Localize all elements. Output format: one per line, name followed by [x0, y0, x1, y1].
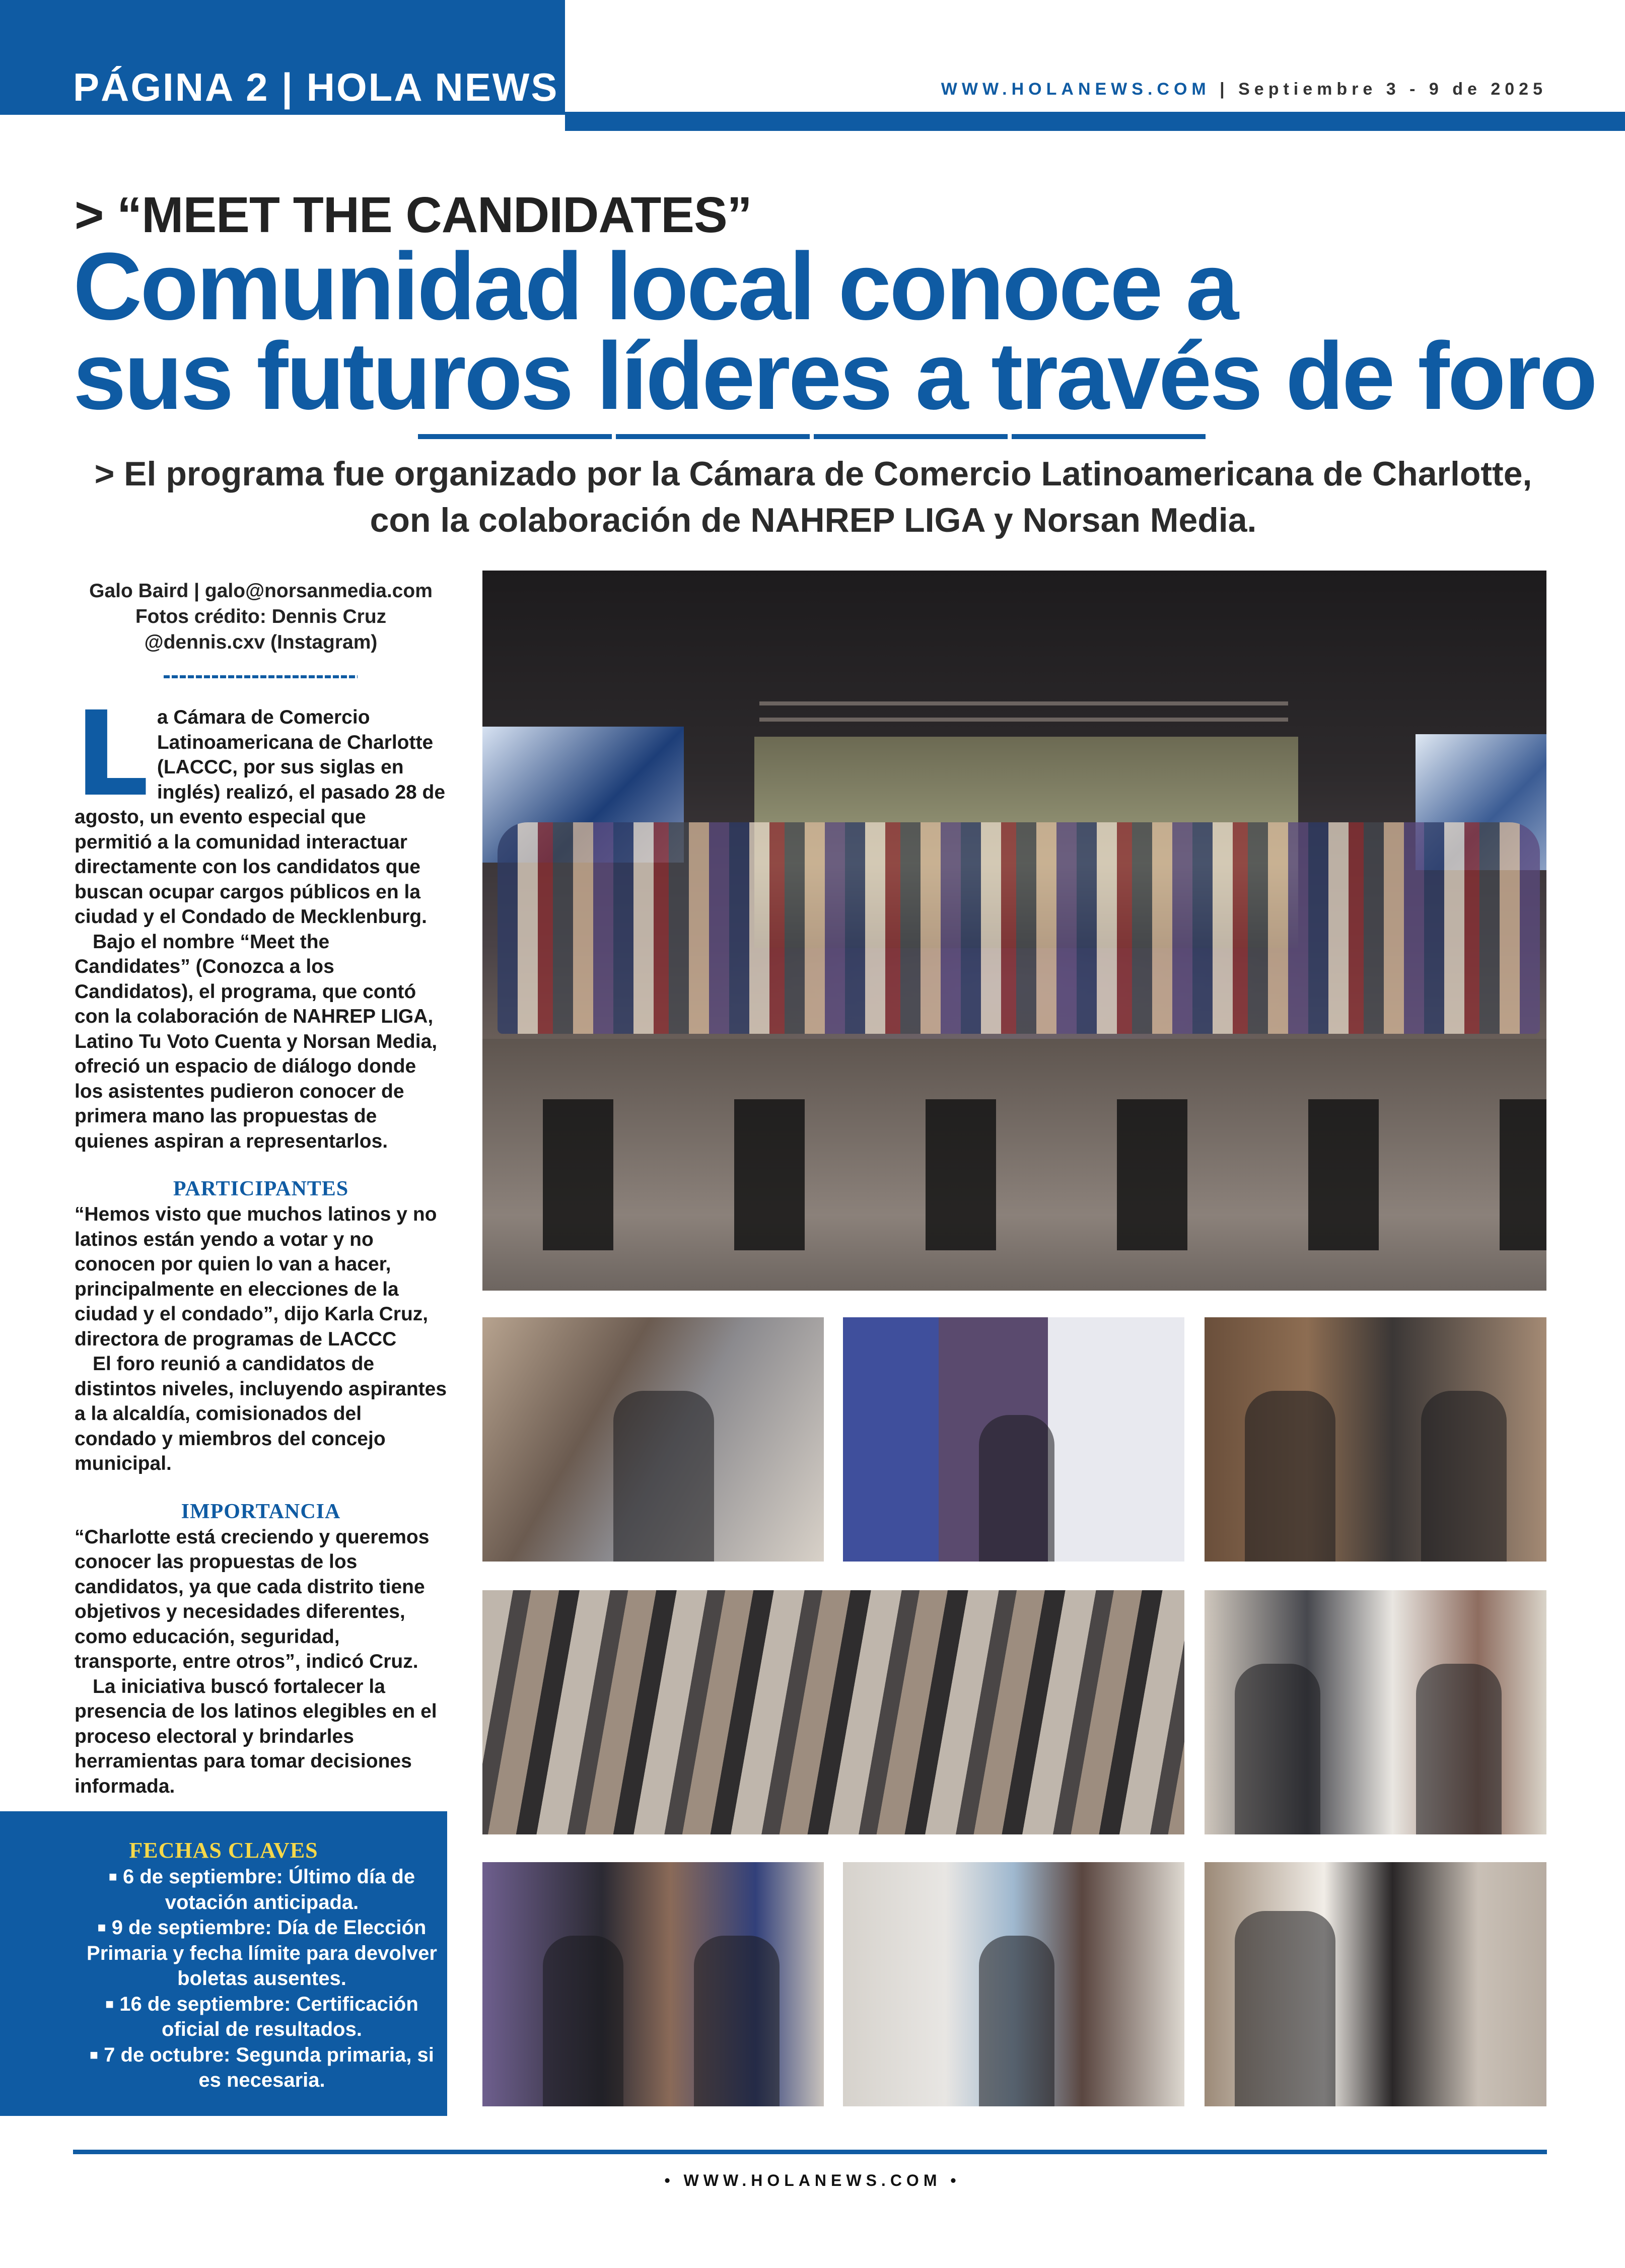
photo-man-talking-with-women [843, 1862, 1184, 2106]
square-bullet-icon: ■ [97, 1920, 106, 1935]
person-figure [1421, 1391, 1507, 1562]
subhead-line-2: con la colaboración de NAHREP LIGA y Norsan Media. [370, 501, 1257, 539]
key-date-item: ■ 7 de octubre: Segunda primaria, si es necesaria. [90, 2043, 434, 2091]
chairs-row [482, 1099, 1546, 1250]
key-dates-title: FECHAS CLAVES [129, 1838, 318, 1863]
key-dates-box [0, 1811, 447, 2116]
person-figure [1416, 1664, 1502, 1835]
page-label: PÁGINA 2 | HOLA NEWS [73, 65, 559, 109]
byline-photo-credit: Fotos crédito: Dennis Cruz [135, 606, 387, 627]
header-separator: | [1210, 80, 1239, 99]
square-bullet-icon: ■ [105, 1996, 114, 2012]
intro-text: a Cámara de Comercio Latinoamericana de Charlotte (LACCC, por sus siglas en inglés) realizó, el pasado 28 de agosto, un evento especial que permitió a la comunidad interactuar directamente con los candidatos que buscan ocupar cargos públicos en la ciudad y el Condado de Mecklenburg. [75, 706, 446, 928]
group-of-people [498, 822, 1540, 1034]
paragraph-importancia-1: “Charlotte está creciendo y queremos conocer las propuestas de los candidatos, ya que cada distrito tiene objetivos y necesidades diferentes, como educación, seguridad, transporte, entre otros”, indicó Cruz. [75, 1526, 430, 1672]
photo-candidate-with-pamphlet [482, 1317, 824, 1562]
person-figure [613, 1391, 714, 1562]
key-date-item: ■ 16 de septiembre: Certificación oficial de resultados. [105, 1993, 418, 2040]
photo-networking-group [482, 1862, 824, 2106]
key-date-item: ■ 9 de septiembre: Día de Elección Primaria y fecha límite para devolver boletas ausentes. [87, 1917, 437, 1990]
article-kicker: > “MEET THE CANDIDATES” [75, 187, 752, 243]
key-date-item: ■ 6 de septiembre: Último día de votación anticipada. [108, 1866, 415, 1913]
headline-line-1: Comunidad local conoce a [73, 233, 1237, 340]
headline-divider [418, 434, 1206, 439]
person-figure [979, 1936, 1054, 2107]
footer-rule [73, 2150, 1547, 2154]
photo-guests-conversation [1205, 1590, 1546, 1834]
person-figure [1235, 1664, 1320, 1835]
group-photo-candidates-on-stage [482, 571, 1546, 1291]
person-figure [543, 1936, 623, 2107]
section-title-importancia: IMPORTANCIA [181, 1500, 341, 1523]
drop-cap: L [75, 686, 149, 822]
lighting-truss [759, 701, 1288, 722]
paragraph-importancia-2: La iniciativa buscó fortalecer la presencia de los latinos elegibles en el proceso electoral y brindarles herramientas para tomar decisiones informada. [75, 1675, 437, 1797]
section-title-participantes: PARTICIPANTES [173, 1177, 349, 1200]
byline-divider [164, 675, 358, 678]
person-figure [1235, 1911, 1335, 2106]
page-header-tab [0, 0, 565, 115]
article-body [75, 686, 447, 1799]
article-headline [73, 233, 1596, 430]
issue-date: Septiembre 3 - 9 de 2025 [1238, 80, 1547, 99]
key-dates-list [81, 1864, 443, 2093]
subhead-line-1: > El programa fue organizado por la Cámara de Comercio Latinoamericana de Charlotte, [94, 455, 1532, 493]
byline-instagram: @dennis.cxv (Instagram) [144, 631, 378, 653]
article-subhead [73, 451, 1553, 543]
paragraph-participantes-2: El foro reunió a candidatos de distintos niveles, incluyendo aspirantes a la alcaldía, comisionados del condado y miembros del concejo municipal. [75, 1353, 447, 1474]
photo-speaker-at-podium [843, 1317, 1184, 1562]
person-figure [694, 1936, 780, 2107]
photo-attendees-seated-groups [482, 1590, 1184, 1834]
person-figure [979, 1415, 1054, 1562]
headline-line-2: sus futuros líderes a través de foro [73, 323, 1596, 430]
square-bullet-icon: ■ [90, 2046, 99, 2063]
header-rule [565, 112, 1625, 131]
square-bullet-icon: ■ [108, 1869, 117, 1884]
paragraph-intro [75, 686, 447, 930]
paragraph-participantes-1: “Hemos visto que muchos latinos y no latinos están yendo a votar y no conocen por quien lo van a hacer, principalmente en elecciones de la ciudad y el condado”, dijo Karla Cruz, directora de programas de LACCC [75, 1203, 437, 1350]
paragraph-2: Bajo el nombre “Meet the Candidates” (Conozca a los Candidatos), el programa, que contó con la colaboración de NAHREP LIGA, Latino Tu Voto Cuenta y Norsan Media, ofreció un espacio de diálogo donde los asistentes pudieron conocer de primera mano las propuestas de quienes aspiran a representarlos. [75, 931, 438, 1152]
byline-author: Galo Baird | galo@norsanmedia.com [89, 580, 433, 602]
photo-audience-listening [1205, 1862, 1546, 2106]
byline [75, 578, 447, 655]
header-site-date [941, 80, 1547, 99]
footer-site-link[interactable]: • WWW.HOLANEWS.COM • [664, 2171, 961, 2189]
photo-two-women-talking [1205, 1317, 1546, 1562]
header-site-link[interactable]: WWW.HOLANEWS.COM [941, 80, 1211, 99]
person-figure [1245, 1391, 1335, 1562]
